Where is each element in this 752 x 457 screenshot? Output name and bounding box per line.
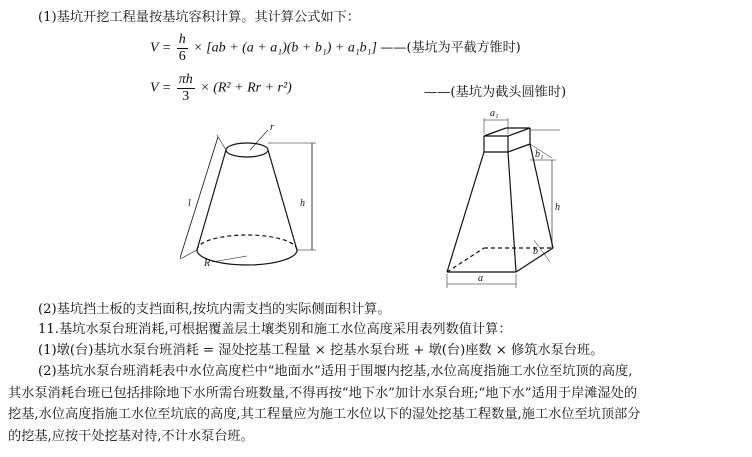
cone-slant-ext-top	[217, 135, 226, 150]
section11-heading: 11.基坑水泵台班消耗,可根据覆盖层土壤类别和施工水位高度采用表列数值计算：	[38, 322, 512, 337]
label-cone-R: R	[204, 258, 211, 269]
label-pyramid-a1: a₁	[490, 108, 499, 119]
formula1-numerator: h	[178, 32, 186, 47]
item1-heading: (1)基坑开挖工程量按基坑容积计算。其计算公式如下：	[38, 10, 360, 25]
cone-right-side	[268, 150, 297, 250]
label-cone-l: l	[188, 198, 191, 209]
pyramid-bottom-hidden1	[447, 248, 484, 272]
cone-bottom-front	[197, 250, 297, 265]
item2-support-area: (2)基坑挡土板的支挡面积,按坑内需支挡的实际侧面积计算。	[38, 302, 391, 317]
pyramid-top-side	[508, 144, 530, 152]
sub2-line4: 的挖基,应按干处挖基对待,不计水泵台班。	[8, 429, 254, 444]
cone-top-ellipse	[226, 143, 268, 157]
label-pyramid-b1: b₁	[535, 149, 544, 160]
sub2-line2: 其水泵消耗台班已包括排除地下水所需台班数量,不得再按“地下水”加计水泵台班;“地下水”适用于岸滩湿处的	[8, 386, 638, 401]
formula1-rhs: × [ab + (a + a₁)(b + b₁) + a₁b₁]	[193, 40, 377, 56]
sub1-formula-line: (1)墩(台)基坑水泵台班消耗 = 湿处挖基工程量 × 挖基水泵台班 + 墩(台)座数 × 修筑水泵台班。	[38, 343, 604, 358]
cone-R-leader	[212, 256, 247, 262]
pyramid-left-edge	[447, 152, 484, 272]
frustum-pyramid-figure	[447, 118, 560, 288]
label-pyramid-b: b	[533, 246, 538, 257]
formula2-numerator: πh	[178, 72, 193, 87]
pyramid-front-edge	[508, 152, 516, 272]
sub2-line1: (2)基坑水泵台班消耗表中水位高度栏中“地面水”适用于围堰内挖基,水位高度指施工水位至坑顶的高度,	[38, 364, 633, 379]
label-pyramid-h: h	[555, 202, 560, 213]
formula2-denominator: 3	[182, 89, 190, 104]
pyramid-top-face	[484, 128, 530, 136]
label-cone-r: r	[270, 122, 274, 133]
cone-left-side	[197, 150, 226, 250]
formula1-denominator: 6	[178, 49, 186, 64]
sub2-line3: 挖基,水位高度指施工水位至坑底的高度,其工程量应为施工水位以下的湿处挖基工程数量,施工水位至坑顶部分	[8, 407, 641, 422]
cone-slant-ext-bottom	[180, 250, 197, 259]
formula2-lhs: V =	[150, 80, 172, 96]
frustum-cone-figure	[180, 130, 316, 265]
cone-bottom-back	[197, 235, 297, 250]
label-pyramid-a: a	[478, 273, 483, 284]
formula1-lhs: V =	[150, 40, 172, 56]
formula2-note: ——(基坑为截头圆锥时)	[424, 85, 567, 100]
formula2-rhs: × (R² + Rr + r²)	[200, 80, 292, 96]
formula1-note: ——(基坑为平截方锥时)	[380, 40, 521, 56]
label-cone-h: h	[300, 198, 305, 209]
